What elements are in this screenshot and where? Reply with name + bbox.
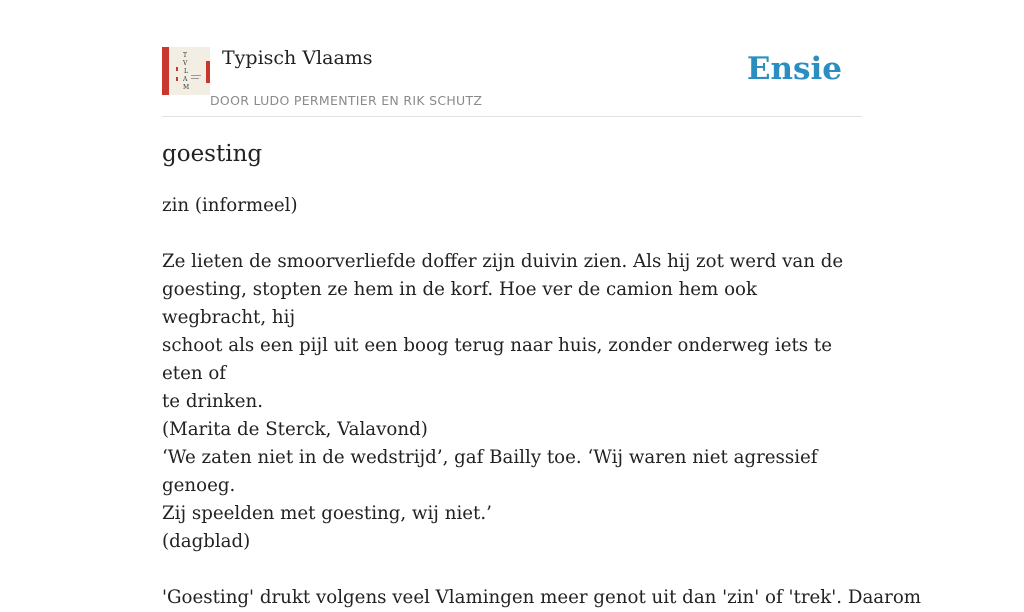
quote-source: (Marita de Sterck, Valavond): [162, 419, 428, 440]
entry-definition: zin (informeel): [162, 195, 298, 216]
entry-body: [162, 192, 922, 612]
quote-line: Ze lieten de smoorverliefde doffer zijn duivin zien. Als hij zot werd van de: [162, 251, 844, 272]
svg-text:L: L: [184, 68, 188, 75]
site-title[interactable]: Typisch Vlaams: [222, 47, 373, 69]
explanation-text: 'Goesting' drukt volgens veel Vlamingen meer genot uit dan 'zin' of 'trek'. Daarom: [162, 587, 922, 608]
entry-term: goesting: [162, 141, 263, 167]
svg-text:A: A: [183, 76, 188, 83]
svg-text:V: V: [183, 60, 188, 67]
spacer: [162, 556, 862, 584]
svg-text:M: M: [183, 84, 190, 91]
ensie-brand-logo[interactable]: Ensie: [746, 51, 842, 87]
quote-line: schoot als een pijl uit een boog terug naar huis, zonder onderweg iets te eten of: [162, 335, 832, 384]
svg-text:T: T: [183, 52, 188, 59]
page-container: [162, 0, 922, 608]
quote-source: (dagblad): [162, 531, 251, 552]
quote-line: goesting, stopten ze hem in de korf. Hoe ver de camion hem ook wegbracht, hij: [162, 279, 757, 328]
book-cover-logo-icon[interactable]: [162, 47, 210, 95]
authors-byline: DOOR LUDO PERMENTIER EN RIK SCHUTZ: [210, 93, 483, 108]
quote-line: te drinken.: [162, 391, 263, 412]
quote-line: ‘We zaten niet in de wedstrijd’, gaf Bailly toe. ‘Wij waren niet agressief genoeg.: [162, 447, 818, 496]
quote-line: Zij speelden met goesting, wij niet.’: [162, 503, 492, 524]
spacer: [162, 220, 862, 248]
site-header: [162, 0, 862, 117]
